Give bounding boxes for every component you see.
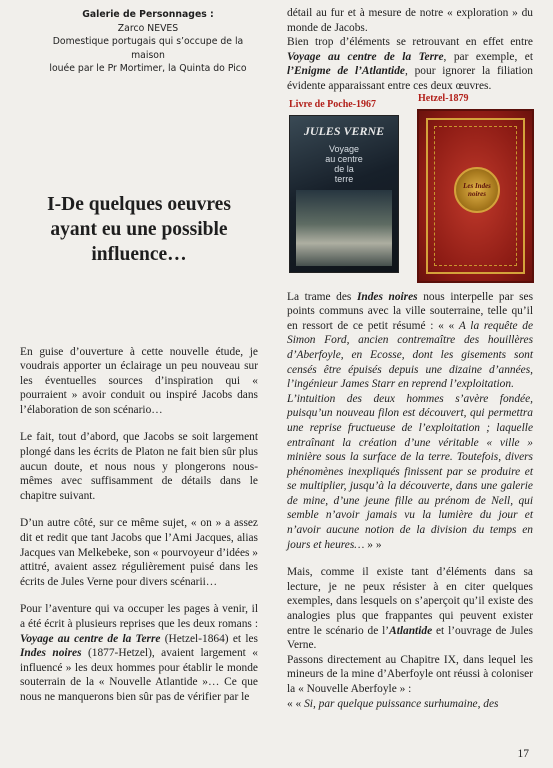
page-number: 17 bbox=[517, 748, 529, 760]
caption-hetzel: Hetzel-1879 bbox=[418, 92, 469, 104]
book1-title-l4: terre bbox=[334, 173, 354, 184]
character-desc-1: Domestique portugais qui s’occupe de la maison bbox=[52, 36, 244, 61]
book1-title bbox=[290, 144, 398, 184]
gallery-title: Galerie de Personnages : bbox=[82, 9, 214, 20]
r2-text-3: , pour ignorer la filiation évidente apparaissant entre ces deux œuvres. bbox=[287, 65, 534, 92]
r4-text: Mais, comme il existe tant d’éléments dans sa lecture, je ne peux résister à en citer quelques exemples, dans lesquels on s’aperçoit qu’il existe des analogies plus que frappantes qui peuvent exister entre le scénario de l’ bbox=[287, 566, 533, 637]
summary-quote-2: L’intuition des deux hommes s’avère fondée, puisqu’un nouveau filon est découvert, qui permettra une reprise fructueuse de l’exploitation ; laquelle entraînant la création d’une véritable « ville » minière sous la surface de la terre. Toutefois, divers phénomènes inexpliqués finissent par se produire et se multiplier, jusqu’à la découverte, dans une galerie de mine, d’une jeune fille au prénom de Nell, qui semble n’avoir jamais vu la lumière du jour et n’avoir aucune notion de la division du temps en jours et heures… bbox=[287, 392, 533, 551]
right-column bbox=[287, 6, 533, 711]
book-title-indes: Indes noires bbox=[20, 647, 82, 660]
r3-text: La trame des bbox=[287, 290, 357, 303]
paragraph-1: En guise d’ouverture à cette nouvelle étude, je voudrais apporter un éclairage un peu nouveau sur les éventuelles sources d’inspiration qui « pourraient » avoir conduit ou inspiré Jacobs dans l’élaboration de son scénario… bbox=[20, 345, 258, 416]
book1-title-l3: de la bbox=[334, 163, 354, 174]
quote-close: » » bbox=[364, 538, 382, 551]
character-name: Zarco NEVES bbox=[117, 22, 179, 34]
quote-start: Si, par quelque puissance surhumaine, des bbox=[304, 697, 499, 710]
heading-line-2: ayant eu une possible bbox=[50, 218, 228, 240]
book1-author: JULES VERNE bbox=[303, 123, 385, 138]
character-gallery-caption bbox=[38, 8, 258, 76]
book-covers-figure bbox=[287, 92, 533, 285]
left-column bbox=[20, 8, 258, 718]
paragraph-4 bbox=[20, 602, 258, 704]
p4-text-2: (Hetzel-1864) et les bbox=[160, 632, 258, 645]
right-paragraph-1: détail au fur et à mesure de notre « exploration » du monde de Jacobs. bbox=[287, 7, 533, 34]
title-atlantide: Atlantide bbox=[389, 624, 433, 637]
caption-livre-de-poche: Livre de Poche-1967 bbox=[289, 98, 377, 110]
book2-gold-medallion bbox=[454, 167, 500, 213]
book2-title: Les Indes noires bbox=[463, 181, 491, 198]
section-heading bbox=[20, 192, 258, 267]
book-title-indes-2: Indes noires bbox=[356, 290, 418, 303]
r2-text-2: , par exemple, et bbox=[443, 50, 533, 63]
r4-text-2: et l’ouvrage de Jules Verne. bbox=[287, 624, 533, 652]
right-paragraph-6 bbox=[287, 697, 533, 712]
right-paragraph-2 bbox=[287, 35, 533, 93]
book-title-voyage-2: Voyage au centre de la Terre bbox=[287, 50, 444, 63]
heading-line-1: I-De quelques oeuvres bbox=[47, 193, 231, 215]
right-paragraph-4 bbox=[287, 565, 533, 653]
summary-quote-1: A la requête de Simon Ford, ancien contremaître des houillères d’Aberfoyle, en Ecosse, dont les gisements sont censés être épuisés depuis une dizaine d’années, l’ingénieur James Starr en reprend l’exploitation. bbox=[287, 319, 533, 391]
heading-line-3: influence… bbox=[91, 243, 187, 265]
r6-text: « « bbox=[287, 697, 305, 710]
book1-title-l1: Voyage bbox=[328, 143, 360, 154]
right-paragraph-5: Passons directement au Chapitre IX, dans lequel les mineurs de la mine d’Aberfoyle ont réussi à coloniser la « Nouvelle Aberfoyle » : bbox=[287, 653, 533, 695]
character-desc-2: louée par le Pr Mortimer, la Quinta do Pico bbox=[49, 63, 247, 74]
paragraph-2: Le fait, tout d’abord, que Jacobs se soit largement plongé dans les écrits de Platon ne fait bien sûr plus aucun doute, et nous nous y plongerons nous-mêmes avec suffisamment de détails dans le chapitre suivant. bbox=[20, 431, 258, 502]
p4-text-3: (1877-Hetzel), avaient largement « influencé » les deux hommes pour établir le monde souterrain de la « Nouvelle Atlantide »… Ce que nous ne manquerons bien sûr pas de vérifier par le bbox=[20, 647, 258, 703]
right-paragraph-3 bbox=[287, 290, 533, 553]
p4-text: Pour l’aventure qui va occuper les pages à venir, il a été écrit à plusieurs reprises que les deux romans : bbox=[20, 603, 258, 630]
paragraph-3: D’un autre côté, sur ce même sujet, « on » a assez dit et redit que tant Jacobs que l’Ami Jacques, alias Jacques van Melkebeke, son « pourvoyeur d’idées » attitré, avaient assez régulièrement puisé dans les écrits de Jules Verne pour divers scénarii… bbox=[20, 517, 258, 588]
book1-title-l2: au centre bbox=[325, 153, 363, 164]
book-title-voyage: Voyage au centre de la Terre bbox=[20, 632, 161, 645]
book-title-enigme: l’Enigme de l’Atlantide bbox=[287, 65, 405, 78]
r2-text: Bien trop d’éléments se retrouvant en effet entre bbox=[287, 36, 533, 49]
left-body-text bbox=[20, 345, 258, 705]
r3-text-2: nous interpelle par ses points communs avec la ville souterraine, telle qu’il en ressort de ce petit résumé : « « bbox=[287, 290, 534, 332]
book1-illustration bbox=[296, 190, 392, 266]
book-cover-livre-de-poche bbox=[289, 115, 399, 273]
book-cover-hetzel bbox=[417, 109, 534, 283]
